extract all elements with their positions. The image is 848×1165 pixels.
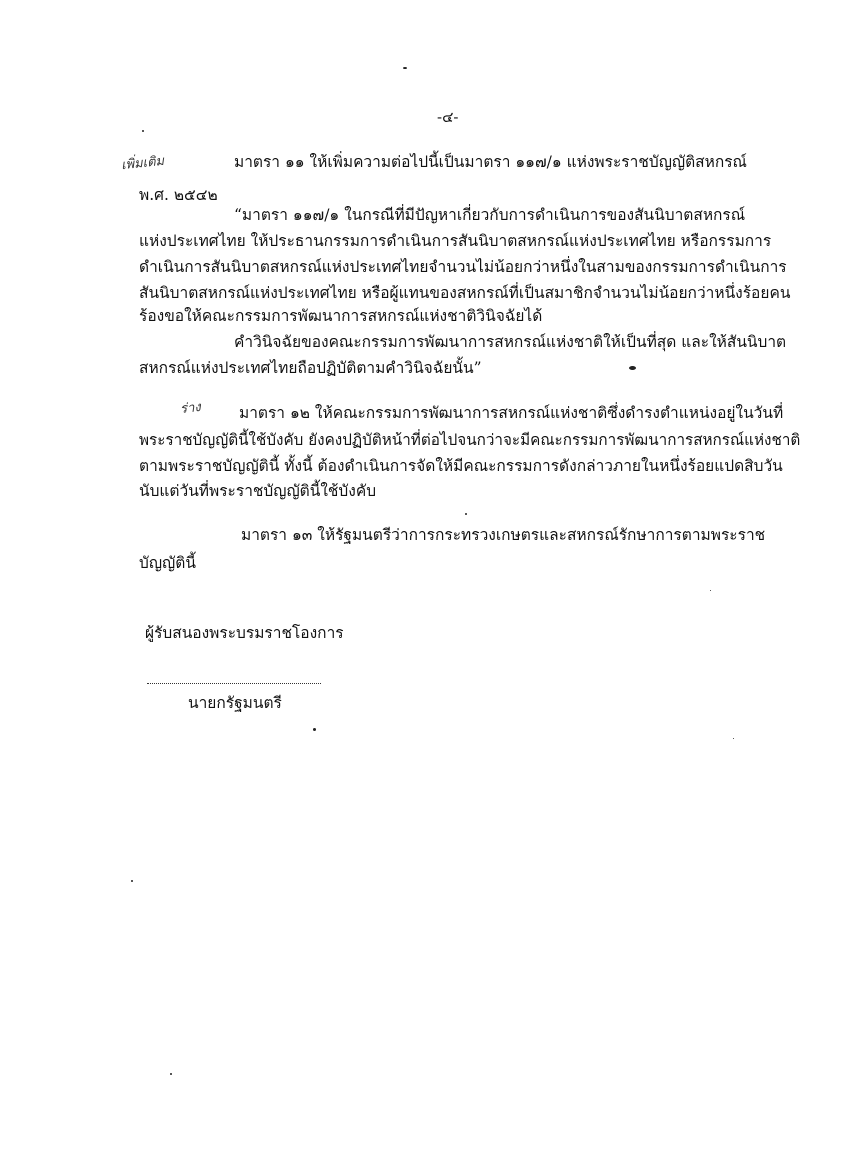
signature-line xyxy=(147,683,321,684)
quote-line-4: สันนิบาตสหกรณ์แห่งประเทศไทย หรือผู้แทนของสหกรณ์ที่เป็นสมาชิกจำนวนไม่น้อยกว่าหนึ่งร้อยคน xyxy=(139,284,791,302)
scan-speck xyxy=(403,67,407,69)
scan-speck xyxy=(710,590,711,591)
scan-speck xyxy=(170,1073,172,1075)
quote-line-5: ร้องขอให้คณะกรรมการพัฒนาการสหกรณ์แห่งชาติวินิจฉัยได้ xyxy=(139,307,543,325)
section-12-line-4: นับแต่วันที่พระราชบัญญัตินี้ใช้บังคับ xyxy=(139,482,377,500)
margin-note-draft: ร่าง xyxy=(179,399,202,418)
quote-line-2: แห่งประเทศไทย ให้ประธานกรรมการดำเนินการสันนิบาตสหกรณ์แห่งประเทศไทย หรือกรรมการ xyxy=(139,232,772,250)
scan-speck xyxy=(313,728,316,731)
prime-minister-title: นายกรัฐมนตรี xyxy=(188,694,282,712)
section-12-line-1: มาตรา ๑๒ ให้คณะกรรมการพัฒนาการสหกรณ์แห่งชาติซึ่งดำรงตำแหน่งอยู่ในวันที่ xyxy=(239,404,784,422)
quote-line-3: ดำเนินการสันนิบาตสหกรณ์แห่งประเทศไทยจำนวนไม่น้อยกว่าหนึ่งในสามของกรรมการดำเนินการ xyxy=(139,258,787,276)
section-13-line-1: มาตรา ๑๓ ให้รัฐมนตรีว่าการกระทรวงเกษตรและสหกรณ์รักษาการตามพระราช xyxy=(241,526,766,544)
scan-speck xyxy=(629,366,636,370)
scan-speck xyxy=(465,513,467,515)
section-13-line-2: บัญญัตินี้ xyxy=(139,554,196,572)
section-11-year: พ.ศ. ๒๕๔๒ xyxy=(139,186,218,204)
section-12-line-2: พระราชบัญญัตินี้ใช้บังคับ ยังคงปฏิบัติหน้าที่ต่อไปจนกว่าจะมีคณะกรรมการพัฒนาการสหกรณ์แห่งชาติ xyxy=(139,431,801,449)
section-12-line-3: ตามพระราชบัญญัตินี้ ทั้งนี้ ต้องดำเนินการจัดให้มีคณะกรรมการดังกล่าวภายในหนึ่งร้อยแปดสิบวัน xyxy=(139,457,783,475)
scan-speck xyxy=(142,130,144,132)
margin-note-add: เพิ่มเติม xyxy=(120,153,165,174)
decision-line-2: สหกรณ์แห่งประเทศไทยถือปฏิบัติตามคำวินิจฉัยนั้น” xyxy=(139,359,482,377)
quote-line-1: “มาตรา ๑๑๗/๑ ในกรณีที่มีปัญหาเกี่ยวกับการดำเนินการของสันนิบาตสหกรณ์ xyxy=(234,206,746,224)
scan-speck xyxy=(131,880,133,882)
section-11-heading: มาตรา ๑๑ ให้เพิ่มความต่อไปนี้เป็นมาตรา ๑๑๗/๑ แห่งพระราชบัญญัติสหกรณ์ xyxy=(234,153,747,171)
countersign-label: ผู้รับสนองพระบรมราชโองการ xyxy=(145,624,344,642)
page-number: -๔- xyxy=(437,108,459,126)
scan-speck xyxy=(733,738,734,739)
decision-line-1: คำวินิจฉัยของคณะกรรมการพัฒนาการสหกรณ์แห่งชาติให้เป็นที่สุด และให้สันนิบาต xyxy=(234,333,787,351)
